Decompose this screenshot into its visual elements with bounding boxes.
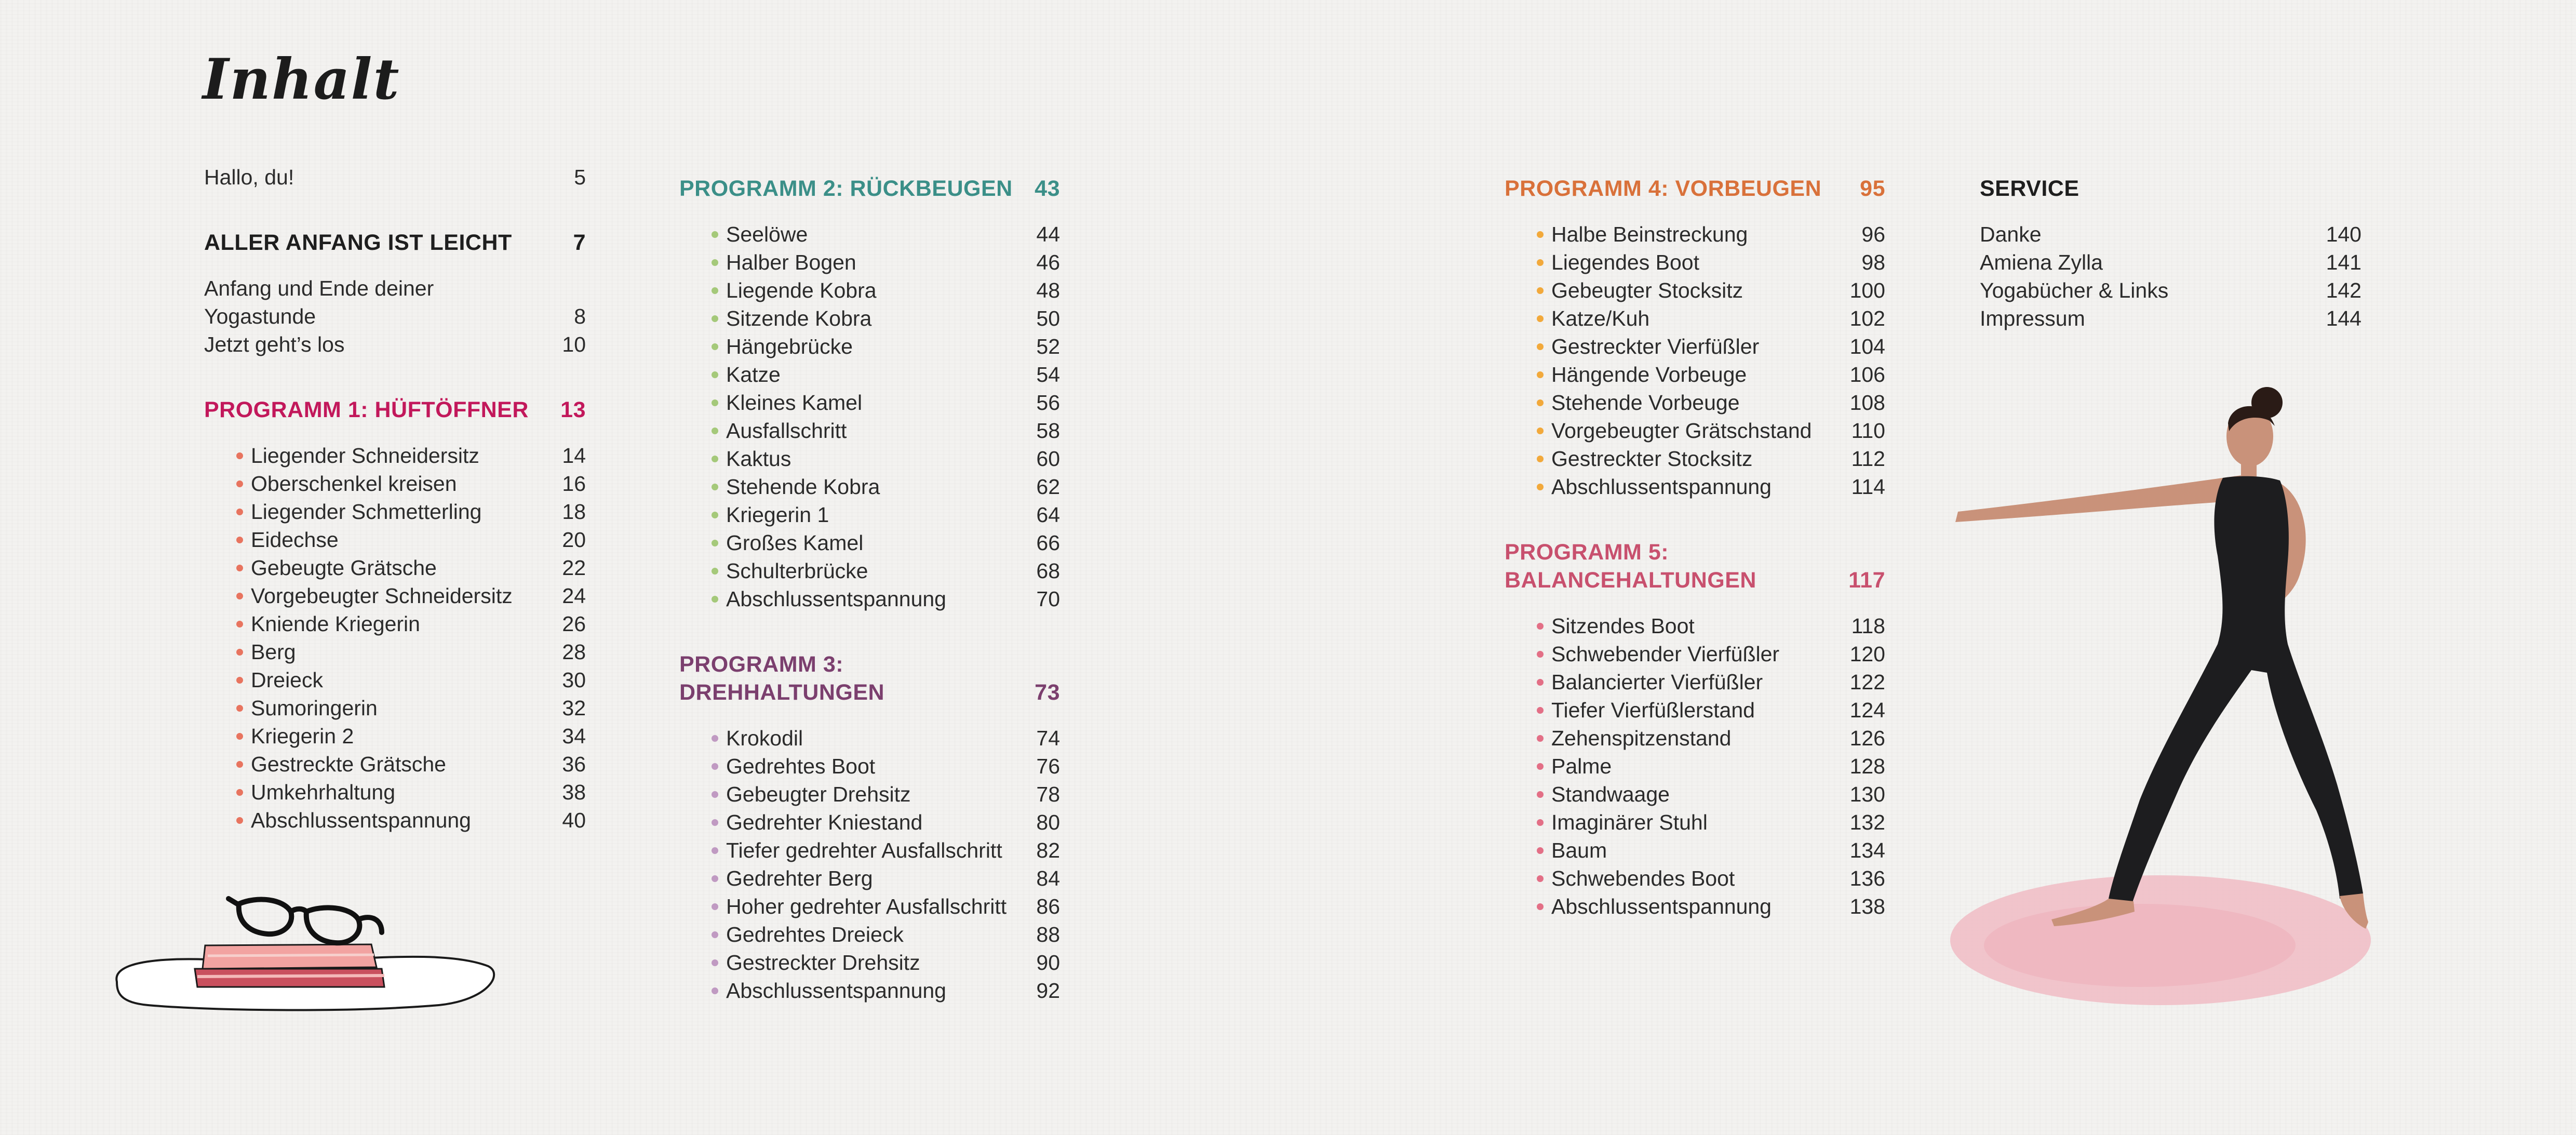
entry-title: Ausfallschritt	[726, 419, 847, 443]
entry-title: Schulterbrücke	[726, 559, 868, 583]
entry-title: Kniende Kriegerin	[251, 612, 420, 636]
toc-entry[interactable]	[1505, 417, 1885, 445]
toc-entry[interactable]	[679, 836, 1060, 864]
toc-entry[interactable]	[204, 442, 586, 470]
section-heading-p5[interactable]	[1505, 538, 1885, 594]
section-title: ALLER ANFANG IST LEICHT	[204, 230, 512, 255]
toc-entry[interactable]	[679, 752, 1060, 780]
entry-title: Krokodil	[726, 726, 803, 750]
toc-entry[interactable]	[1505, 304, 1885, 332]
books-glasses-illustration	[101, 883, 496, 1016]
entry-page: 102	[1849, 306, 1885, 330]
toc-entry[interactable]	[679, 864, 1060, 892]
section-heading-p1[interactable]	[204, 396, 586, 424]
toc-entry[interactable]	[1505, 696, 1885, 724]
toc-entry[interactable]	[1980, 304, 2362, 332]
entry-page: 38	[562, 780, 586, 804]
toc-entry[interactable]	[679, 473, 1060, 501]
entry-page: 120	[1849, 642, 1885, 666]
toc-entry[interactable]	[679, 557, 1060, 585]
toc-entry[interactable]	[679, 529, 1060, 557]
entry-page: 132	[1849, 810, 1885, 834]
entry-page: 138	[1849, 894, 1885, 918]
entry-title: Kleines Kamel	[726, 391, 863, 415]
entry-page: 88	[1036, 923, 1060, 946]
toc-entry[interactable]	[204, 470, 586, 498]
toc-entry[interactable]	[679, 977, 1060, 1005]
entry-title: Halbe Beinstreckung	[1551, 222, 1748, 246]
toc-entry-jetzt[interactable]	[204, 330, 586, 358]
toc-entry[interactable]	[1505, 332, 1885, 360]
toc-entry[interactable]	[1505, 445, 1885, 473]
entry-page: 52	[1036, 335, 1060, 358]
toc-entry[interactable]	[679, 920, 1060, 949]
entry-title: Gedrehtes Boot	[726, 754, 876, 778]
entry-title: Oberschenkel kreisen	[251, 472, 457, 496]
entry-title: Gedrehter Kniestand	[726, 810, 923, 834]
toc-list-p1	[204, 442, 586, 834]
yoga-woman-illustration	[1942, 374, 2462, 1016]
entry-title: Vorgebeugter Schneidersitz	[251, 584, 513, 608]
entry-title: Palme	[1551, 754, 1612, 778]
section-heading-p3[interactable]	[679, 650, 1060, 706]
toc-entry[interactable]	[679, 332, 1060, 360]
entry-page: 100	[1849, 278, 1885, 302]
entry-title: Liegende Kobra	[726, 278, 877, 302]
entry-title: Seelöwe	[726, 222, 808, 246]
entry-page: 8	[574, 304, 586, 328]
entry-title: Berg	[251, 640, 296, 664]
entry-title: Katze	[726, 363, 781, 386]
entry-title: Danke	[1980, 222, 2042, 246]
toc-entry[interactable]	[1505, 248, 1885, 276]
entry-page: 18	[562, 500, 586, 524]
entry-page: 36	[562, 752, 586, 776]
entry-page: 126	[1849, 726, 1885, 750]
entry-title: Gestreckter Stocksitz	[1551, 447, 1753, 471]
entry-title: Hallo, du!	[204, 165, 294, 189]
page-title: Inhalt	[203, 47, 400, 112]
entry-page: 62	[1036, 475, 1060, 499]
entry-title: Kriegerin 2	[251, 724, 354, 748]
entry-page: 130	[1849, 782, 1885, 806]
entry-page: 90	[1036, 951, 1060, 974]
toc-entry[interactable]	[679, 445, 1060, 473]
entry-page: 30	[562, 668, 586, 692]
entry-page: 58	[1036, 419, 1060, 443]
entry-page: 142	[2326, 278, 2362, 302]
section-title: PROGRAMM 1: HÜFTÖFFNER	[204, 397, 529, 422]
entry-title: Jetzt geht’s los	[204, 332, 345, 356]
entry-page: 96	[1861, 222, 1885, 246]
entry-page: 134	[1849, 838, 1885, 862]
toc-entry[interactable]	[204, 526, 586, 554]
section-page: 95	[1860, 176, 1885, 201]
entry-title: Kriegerin 1	[726, 503, 829, 527]
entry-page: 46	[1036, 250, 1060, 274]
entry-page: 108	[1849, 391, 1885, 415]
toc-entry[interactable]	[679, 248, 1060, 276]
entry-title: Imaginärer Stuhl	[1551, 810, 1708, 834]
entry-title: Abschlussentspannung	[1551, 894, 1772, 918]
toc-entry[interactable]	[204, 582, 586, 610]
entry-title: Standwaage	[1551, 782, 1670, 806]
entry-page: 86	[1036, 894, 1060, 918]
entry-title: Sumoringerin	[251, 696, 378, 720]
entry-page: 10	[562, 332, 586, 356]
entry-page: 40	[562, 808, 586, 832]
toc-entry[interactable]	[204, 666, 586, 694]
entry-page: 128	[1849, 754, 1885, 778]
toc-entry[interactable]	[1980, 220, 2362, 248]
entry-title: Schwebender Vierfüßler	[1551, 642, 1780, 666]
toc-list-p2	[679, 220, 1060, 613]
entry-page: 136	[1849, 866, 1885, 890]
toc-entry-hallo[interactable]	[204, 163, 586, 191]
toc-entry[interactable]	[1505, 836, 1885, 864]
entry-page: 114	[1851, 475, 1885, 499]
toc-entry[interactable]	[1505, 724, 1885, 752]
entry-title: Tiefer gedrehter Ausfallschritt	[726, 838, 1002, 862]
toc-entry[interactable]	[204, 750, 586, 778]
entry-page: 16	[562, 472, 586, 496]
entry-title: Umkehrhaltung	[251, 780, 396, 804]
toc-column-1	[204, 163, 586, 834]
toc-list-p5	[1505, 612, 1885, 920]
entry-page: 118	[1851, 614, 1885, 638]
toc-entry[interactable]	[679, 220, 1060, 248]
entry-title: Hängebrücke	[726, 335, 853, 358]
toc-entry[interactable]	[204, 806, 586, 834]
toc-entry[interactable]	[679, 949, 1060, 977]
toc-entry[interactable]	[679, 892, 1060, 920]
entry-page: 32	[562, 696, 586, 720]
entry-page: 50	[1036, 306, 1060, 330]
toc-column-3	[1505, 175, 1885, 920]
toc-entry[interactable]	[1505, 752, 1885, 780]
entry-page: 74	[1036, 726, 1060, 750]
entry-title: Zehenspitzenstand	[1551, 726, 1732, 750]
entry-title: Eidechse	[251, 528, 339, 552]
entry-title: Amiena Zylla	[1980, 250, 2103, 274]
entry-title: Sitzende Kobra	[726, 306, 872, 330]
entry-page: 110	[1851, 419, 1885, 443]
entry-page: 64	[1036, 503, 1060, 527]
entry-page: 122	[1849, 670, 1885, 694]
entry-title: Yogabücher & Links	[1980, 278, 2169, 302]
toc-entry[interactable]	[204, 778, 586, 806]
entry-page: 14	[562, 444, 586, 468]
entry-page: 76	[1036, 754, 1060, 778]
entry-page: 92	[1036, 979, 1060, 1003]
toc-entry[interactable]	[1505, 389, 1885, 417]
entry-page: 78	[1036, 782, 1060, 806]
entry-title: Dreieck	[251, 668, 323, 692]
toc-list-p4	[1505, 220, 1885, 501]
section-title: PROGRAMM 2: RÜCKBEUGEN	[679, 176, 1013, 201]
entry-page: 141	[2326, 250, 2362, 274]
section-title: PROGRAMM 5: BALANCEHALTUNGEN	[1505, 540, 1756, 593]
entry-page: 140	[2326, 222, 2362, 246]
entry-title: Gestreckter Vierfüßler	[1551, 335, 1760, 358]
toc-entry[interactable]	[1505, 780, 1885, 808]
entry-title: Abschlussentspannung	[1551, 475, 1772, 499]
toc-entry[interactable]	[1505, 220, 1885, 248]
entry-title: Gebeugter Stocksitz	[1551, 278, 1743, 302]
toc-entry[interactable]	[204, 638, 586, 666]
section-page: 117	[1848, 568, 1885, 593]
section-heading-anfang[interactable]	[204, 229, 586, 257]
toc-column-2	[679, 175, 1060, 1005]
entry-title: Gebeugter Drehsitz	[726, 782, 911, 806]
entry-title: Abschlussentspannung	[726, 587, 946, 611]
toc-entry[interactable]	[679, 304, 1060, 332]
toc-entry[interactable]	[204, 722, 586, 750]
toc-entry[interactable]	[1505, 864, 1885, 892]
toc-entry[interactable]	[1505, 360, 1885, 389]
entry-page: 68	[1036, 559, 1060, 583]
section-page: 13	[560, 397, 586, 422]
toc-entry[interactable]	[204, 694, 586, 722]
toc-list-service	[1980, 220, 2362, 332]
toc-entry[interactable]	[679, 808, 1060, 836]
entry-page: 5	[574, 165, 586, 189]
toc-entry[interactable]	[679, 724, 1060, 752]
entry-page: 70	[1036, 587, 1060, 611]
entry-title: Yogastunde	[204, 304, 316, 328]
section-page: 73	[1035, 680, 1060, 705]
toc-entry[interactable]	[679, 389, 1060, 417]
entry-page: 80	[1036, 810, 1060, 834]
toc-entry[interactable]	[1505, 276, 1885, 304]
toc-entry[interactable]	[1505, 473, 1885, 501]
section-heading-p2[interactable]	[679, 175, 1060, 203]
entry-title: Sitzendes Boot	[1551, 614, 1695, 638]
entry-title: Hoher gedrehter Ausfallschritt	[726, 894, 1007, 918]
entry-title: Stehende Vorbeuge	[1551, 391, 1740, 415]
toc-entry[interactable]	[679, 501, 1060, 529]
toc-entry[interactable]	[679, 780, 1060, 808]
section-title: SERVICE	[1980, 176, 2079, 201]
toc-entry[interactable]	[1505, 640, 1885, 668]
entry-title: Liegender Schmetterling	[251, 500, 482, 524]
toc-entry[interactable]	[204, 610, 586, 638]
entry-title: Halber Bogen	[726, 250, 856, 274]
toc-entry[interactable]	[1980, 248, 2362, 276]
toc-entry-yogastunde[interactable]	[204, 302, 586, 330]
toc-entry[interactable]	[1505, 892, 1885, 920]
section-heading-service[interactable]	[1980, 175, 2362, 203]
section-heading-p4[interactable]	[1505, 175, 1885, 203]
entry-title: Anfang und Ende deiner	[204, 276, 434, 300]
toc-entry[interactable]	[1980, 276, 2362, 304]
entry-title: Baum	[1551, 838, 1607, 862]
entry-page: 22	[562, 556, 586, 580]
toc-entry[interactable]	[679, 585, 1060, 613]
entry-page: 20	[562, 528, 586, 552]
toc-list-p3	[679, 724, 1060, 1005]
entry-page: 66	[1036, 531, 1060, 555]
entry-page: 106	[1849, 363, 1885, 386]
section-page: 43	[1035, 176, 1060, 201]
toc-entry[interactable]	[1505, 808, 1885, 836]
entry-title: Stehende Kobra	[726, 475, 880, 499]
entry-title: Gedrehter Berg	[726, 866, 873, 890]
toc-entry[interactable]	[679, 417, 1060, 445]
entry-page: 60	[1036, 447, 1060, 471]
entry-title: Kaktus	[726, 447, 791, 471]
section-page: 7	[573, 230, 586, 255]
toc-entry[interactable]	[204, 554, 586, 582]
entry-page: 54	[1036, 363, 1060, 386]
entry-page: 112	[1851, 447, 1885, 471]
entry-page: 84	[1036, 866, 1060, 890]
entry-title: Impressum	[1980, 306, 2085, 330]
section-title: PROGRAMM 4: VORBEUGEN	[1505, 176, 1822, 201]
entry-page: 98	[1861, 250, 1885, 274]
entry-title: Abschlussentspannung	[251, 808, 471, 832]
entry-page: 56	[1036, 391, 1060, 415]
entry-page: 144	[2326, 306, 2362, 330]
entry-title: Katze/Kuh	[1551, 306, 1650, 330]
entry-title: Liegender Schneidersitz	[251, 444, 479, 468]
entry-title: Gestreckte Grätsche	[251, 752, 446, 776]
toc-entry[interactable]	[679, 360, 1060, 389]
entry-title: Hängende Vorbeuge	[1551, 363, 1747, 386]
toc-entry-anfang-line1[interactable]	[204, 274, 586, 302]
entry-page: 28	[562, 640, 586, 664]
toc-column-4	[1980, 175, 2362, 332]
entry-title: Abschlussentspannung	[726, 979, 946, 1003]
entry-title: Balancierter Vierfüßler	[1551, 670, 1763, 694]
entry-page: 24	[562, 584, 586, 608]
entry-page: 124	[1849, 698, 1885, 722]
entry-page: 48	[1036, 278, 1060, 302]
entry-title: Gebeugte Grätsche	[251, 556, 437, 580]
entry-page: 82	[1036, 838, 1060, 862]
entry-title: Schwebendes Boot	[1551, 866, 1735, 890]
entry-title: Gestreckter Drehsitz	[726, 951, 920, 974]
section-title: PROGRAMM 3: DREHHALTUNGEN	[679, 652, 885, 705]
entry-title: Vorgebeugter Grätschstand	[1551, 419, 1812, 443]
toc-entry[interactable]	[1505, 668, 1885, 696]
entry-title: Gedrehtes Dreieck	[726, 923, 904, 946]
entry-page: 104	[1849, 335, 1885, 358]
entry-page: 34	[562, 724, 586, 748]
entry-page: 26	[562, 612, 586, 636]
entry-title: Tiefer Vierfüßlerstand	[1551, 698, 1755, 722]
toc-entry[interactable]	[1505, 612, 1885, 640]
entry-title: Großes Kamel	[726, 531, 864, 555]
toc-entry[interactable]	[204, 498, 586, 526]
toc-entry[interactable]	[679, 276, 1060, 304]
entry-page: 44	[1036, 222, 1060, 246]
entry-title: Liegendes Boot	[1551, 250, 1699, 274]
